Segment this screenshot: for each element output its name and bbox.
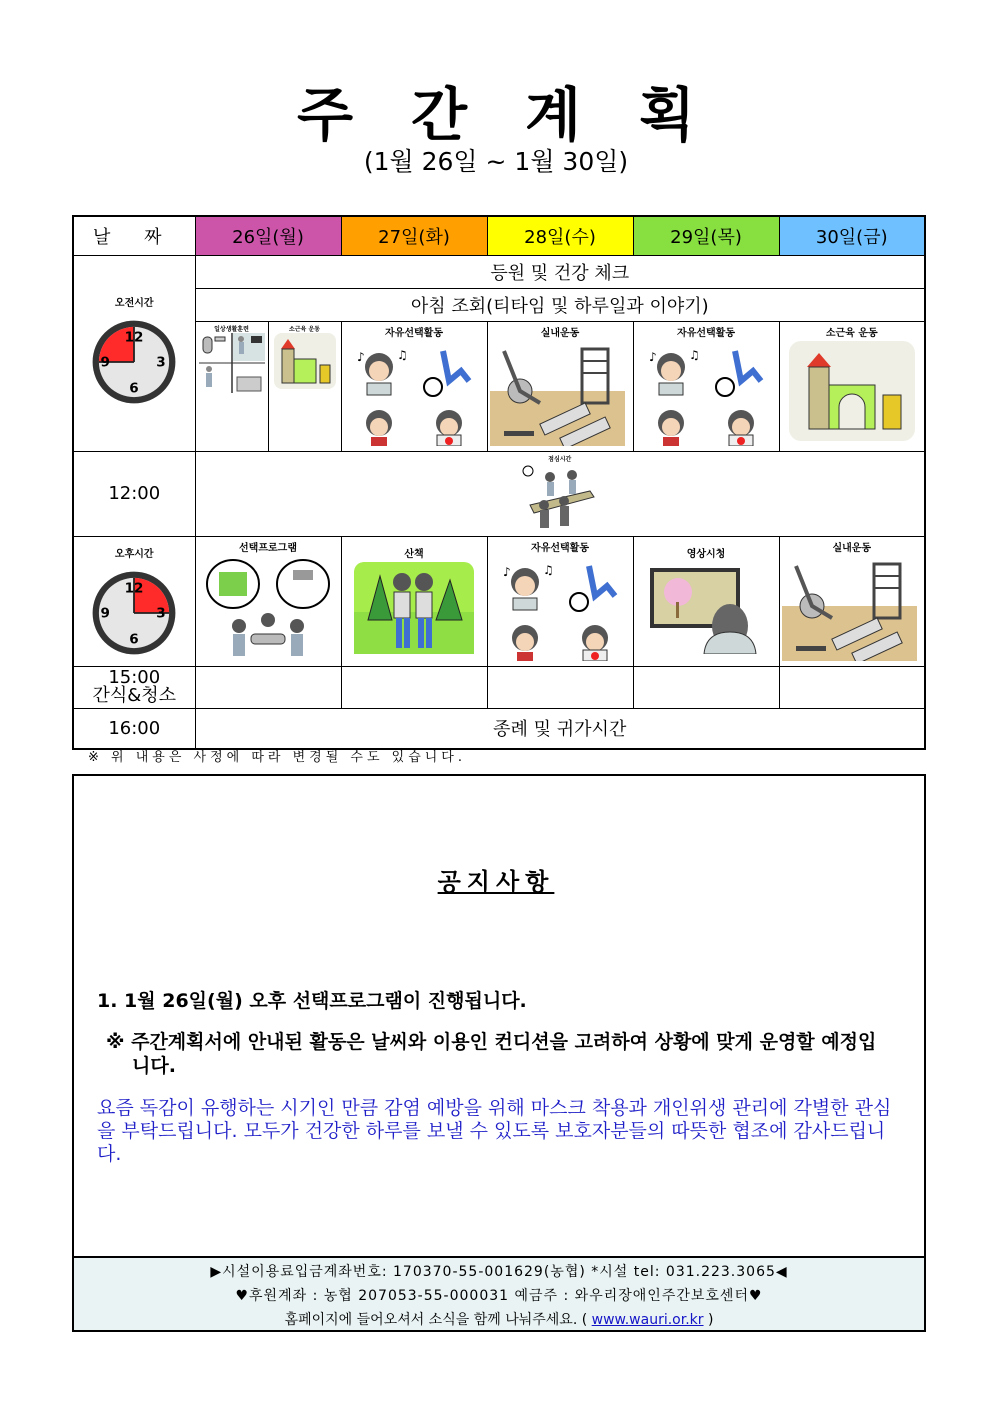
walk-icon	[354, 562, 474, 654]
day-monday: 26일(월)	[195, 216, 341, 255]
fri-afternoon-activity	[779, 536, 925, 666]
clock-12-to-3-icon	[89, 568, 179, 658]
lunch-time: 12:00	[73, 451, 195, 536]
snack-label: 간식&청소	[92, 685, 177, 706]
date-header-row	[73, 216, 925, 255]
daily-living-training-icon	[199, 333, 265, 393]
svg-text:6: 6	[129, 631, 139, 648]
afternoon-time-label: 오후시간	[114, 548, 154, 560]
activity-label: 소근육 운동	[288, 325, 321, 333]
svg-text:♫: ♫	[397, 347, 408, 362]
svg-text:♪: ♪	[357, 349, 365, 364]
date-range: (1월 26일 ~ 1월 30일)	[363, 147, 629, 176]
activity-label: 선택프로그램	[239, 542, 297, 554]
svg-text:♫: ♫	[543, 562, 554, 577]
fri-morning-activity	[779, 321, 925, 451]
thu-morning-activity	[633, 321, 779, 451]
svg-text:9: 9	[100, 605, 111, 621]
notice-title-text: 공지사항	[437, 868, 555, 896]
footer-account-line: ▶시설이용료입금계좌번호: 170370-55-001629(농협) *시설 tel: 031.223.3065◀	[210, 1264, 788, 1280]
blocks-castle-icon	[274, 333, 336, 389]
thu-afternoon-activity	[633, 536, 779, 666]
notice-item-2: ※ 주간계획서에 안내된 활동은 날씨와 이용인 컨디션을 고려하여 상황에 맞게 운영할 예정입니다.	[106, 1031, 877, 1077]
notice-item-1: 1. 1월 26일(월) 오후 선택프로그램이 진행됩니다.	[97, 990, 527, 1012]
svg-text:♫: ♫	[689, 347, 700, 362]
morning-assembly: 아침 조회(티타임 및 하루일과 이야기)	[195, 288, 925, 321]
activity-label: 자유선택활동	[531, 542, 589, 554]
thu-snack-cell	[633, 666, 779, 708]
wed-morning-activity	[487, 321, 633, 451]
change-notice: ※ 위 내용은 사정에 따라 변경될 수도 있습니다.	[88, 750, 466, 765]
free-choice-activity-icon	[495, 556, 625, 661]
lunch-table-icon	[520, 463, 600, 531]
day-tuesday: 27일(화)	[341, 216, 487, 255]
activity-label: 영상시청	[686, 548, 726, 560]
tue-snack-cell	[341, 666, 487, 708]
day-thursday: 29일(목)	[633, 216, 779, 255]
snack-time: 15:00	[108, 667, 161, 688]
indoor-exercise-icon	[782, 556, 922, 661]
svg-text:♪: ♪	[503, 564, 511, 579]
svg-text:6: 6	[129, 380, 139, 397]
wed-afternoon-activity	[487, 536, 633, 666]
free-choice-activity-icon	[641, 341, 771, 446]
homepage-prefix: 홈페이지에 들어오셔서 소식을 함께 나눠주세요. (	[284, 1312, 588, 1328]
snack-time-cell	[73, 666, 195, 708]
page-title: 주간계획	[296, 81, 754, 149]
lunch-label: 점심시간	[548, 455, 572, 463]
clock-9-to-12-icon	[89, 317, 179, 407]
footer-homepage-line	[74, 1308, 924, 1332]
notice-message: 요즘 독감이 유행하는 시기인 만큼 감염 예방을 위해 마스크 착용과 개인위생 관리에 각별한 관심을 부탁드립니다. 모두가 건강한 하루를 보낼 수 있도록 보호자분들의 따뜻한 협조에 감사드립니다.	[97, 1097, 892, 1165]
video-watching-icon	[646, 562, 766, 654]
day-wednesday: 28일(수)	[487, 216, 633, 255]
fri-snack-cell	[779, 666, 925, 708]
svg-text:9: 9	[100, 354, 111, 371]
tue-afternoon-activity	[341, 536, 487, 666]
homepage-link[interactable]: www.wauri.or.kr	[591, 1312, 704, 1328]
date-label: 날 짜	[73, 216, 195, 255]
closing-time: 16:00	[73, 708, 195, 749]
homepage-suffix: )	[707, 1312, 714, 1328]
free-choice-activity-icon	[349, 341, 479, 446]
activity-label: 산책	[404, 548, 424, 560]
mon-morning-fine-motor	[268, 321, 341, 451]
closing-activity: 종례 및 귀가시간	[195, 708, 925, 749]
activity-label: 실내운동	[832, 542, 872, 554]
svg-text:12: 12	[124, 329, 144, 346]
lunch-cell	[195, 451, 925, 536]
choice-program-icon	[203, 556, 333, 661]
morning-time-cell	[73, 255, 195, 451]
blocks-castle-icon	[787, 341, 917, 441]
weekly-schedule-table	[72, 215, 926, 750]
wed-snack-cell	[487, 666, 633, 708]
svg-text:3: 3	[156, 354, 166, 371]
activity-label: 일상생활훈련	[214, 325, 249, 333]
svg-text:12: 12	[124, 579, 144, 596]
activity-label: 자유선택활동	[385, 327, 443, 339]
notice-title	[0, 862, 992, 897]
footer	[72, 1256, 926, 1332]
activity-label: 소근육 운동	[825, 327, 878, 339]
mon-morning-daily-living	[195, 321, 268, 451]
afternoon-time-cell	[73, 536, 195, 666]
mon-afternoon-activity	[195, 536, 341, 666]
arrival-health-check: 등원 및 건강 체크	[195, 255, 925, 288]
footer-donation-line: ♥후원계좌 : 농협 207053-55-000031 예금주 : 와우리장애인주간보호센터♥	[235, 1288, 763, 1304]
svg-text:3: 3	[156, 605, 166, 621]
tue-morning-activity	[341, 321, 487, 451]
activity-label: 자유선택활동	[677, 327, 735, 339]
indoor-exercise-icon	[490, 341, 630, 446]
mon-snack-cell	[195, 666, 341, 708]
day-friday: 30일(금)	[779, 216, 925, 255]
svg-text:♪: ♪	[649, 349, 657, 364]
morning-time-label: 오전시간	[114, 298, 154, 309]
activity-label: 실내운동	[540, 327, 580, 339]
